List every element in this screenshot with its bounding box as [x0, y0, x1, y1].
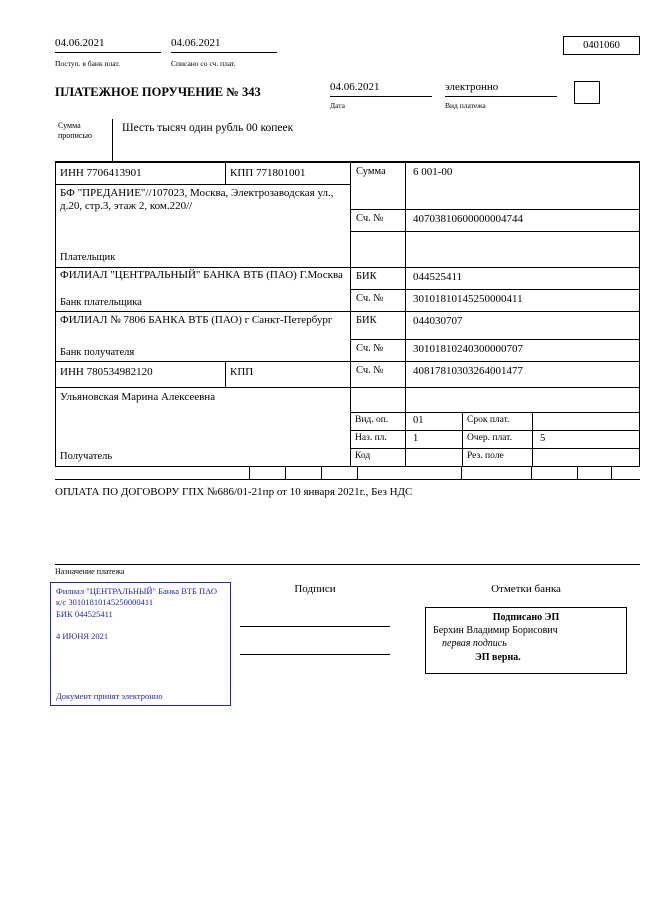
payer-bank-label: Банк плательщика [60, 296, 142, 308]
payer-cell [56, 185, 350, 268]
empty-row-1 [351, 232, 639, 268]
doc-date: 04.06.2021 [330, 81, 432, 97]
priority-label: Очер. плат. [463, 431, 533, 448]
purpose-separator-line [55, 564, 640, 565]
stamp-corr-account: к/с 30101810145250000411 [56, 597, 154, 608]
stamp-bank-name: Филиал "ЦЕНТРАЛЬНЫЙ" Банка ВТБ ПАО [56, 586, 217, 596]
ep-signature-kind: первая подпись [442, 638, 507, 650]
payer-bank-cell [56, 268, 350, 312]
payer-account-row [351, 210, 639, 232]
code-value [406, 449, 463, 466]
payer-inn-kpp-row [56, 163, 350, 185]
payee-inn-kpp-row [56, 362, 350, 388]
payee-bank-bik-row [351, 312, 639, 340]
payee-kpp: КПП [230, 366, 254, 378]
payee-bank-account-value: 30101810240300000707 [413, 343, 523, 355]
empty-row-2 [351, 388, 639, 413]
purpose-label: Назначение платежа [55, 567, 125, 576]
signature-line-2 [240, 654, 390, 655]
sum-row [351, 163, 639, 210]
payer-bank-name: ФИЛИАЛ "ЦЕНТРАЛЬНЫЙ" БАНКА ВТБ (ПАО) Г.Москва [60, 269, 343, 281]
ep-signer-name: Берхин Владимир Борисович [433, 625, 558, 637]
tax-cell [358, 467, 462, 479]
requisites-table [55, 162, 640, 467]
form-code-box: 0401060 [563, 36, 640, 55]
stamp-date: 4 ИЮНЯ 2021 [56, 631, 109, 642]
tax-cell [286, 467, 322, 479]
signatures-block [240, 583, 390, 655]
sum-value: 6 001-00 [413, 166, 453, 178]
payer-bank-account-label: Сч. № [351, 290, 406, 311]
stamp-note: Документ принят электронно [56, 690, 163, 701]
tax-cell [322, 467, 358, 479]
table-left-column [56, 163, 351, 466]
payer-bank-bik-value: 044525411 [413, 271, 463, 283]
payee-account-label: Сч. № [351, 362, 406, 387]
bank-marks-label: Отметки банка [491, 583, 561, 595]
payee-bank-name: ФИЛИАЛ № 7806 БАНКА ВТБ (ПАО) г Санкт-Петербург [60, 314, 333, 326]
payee-cell [56, 388, 350, 466]
payee-bank-label: Банк получателя [60, 346, 135, 358]
payer-bank-bik-row [351, 268, 639, 290]
payer-account-value: 40703810600000004744 [413, 213, 523, 225]
empty-label-cell [351, 388, 406, 412]
signature-line-1 [240, 626, 390, 627]
tax-cell [532, 467, 578, 479]
reserve-value [533, 449, 639, 466]
tax-cell [578, 467, 612, 479]
empty-value-cell [406, 232, 639, 267]
payer-name: БФ "ПРЕДАНИЕ"//107023, Москва, Электрозаводская ул., д.20, стр.3, этаж 2, ком.220// [60, 187, 334, 213]
code-row [351, 449, 639, 466]
payer-bank-account-row [351, 290, 639, 312]
payee-bank-account-row [351, 340, 639, 362]
tax-cell [250, 467, 286, 479]
payee-bank-cell [56, 312, 350, 362]
reserve-label: Рез. поле [463, 449, 533, 466]
ep-verified: ЭП верна. [475, 651, 521, 663]
signatures-label: Подписи [294, 583, 336, 595]
ep-signed-title: Подписано ЭП [492, 612, 560, 623]
empty-value-cell [406, 388, 639, 412]
bank-stamp [50, 582, 231, 706]
doc-date-label: Дата [330, 101, 345, 110]
tax-fields-strip [55, 467, 640, 480]
code-label: Код [351, 449, 406, 466]
priority-row [351, 431, 639, 449]
pay-term-label: Срок плат. [463, 413, 533, 430]
amount-words-label: Сумма прописью [55, 119, 113, 161]
op-kind-value: 01 [406, 413, 463, 430]
payer-bank-account-value: 30101810145250000411 [413, 293, 523, 305]
amount-words-block [55, 119, 640, 162]
payer-account-label: Сч. № [351, 210, 406, 231]
payer-label: Плательщик [60, 252, 116, 264]
payee-label: Получатель [60, 451, 113, 463]
payee-bank-account-label: Сч. № [351, 340, 406, 361]
stamp-bik: БИК 044525411 [56, 608, 113, 619]
payment-kind-code-box [574, 81, 600, 104]
debited-date: 04.06.2021 [171, 37, 277, 53]
payee-inn: ИНН 780534982120 [56, 362, 226, 387]
payer-inn: ИНН 7706413901 [56, 163, 226, 184]
doc-title: ПЛАТЕЖНОЕ ПОРУЧЕНИЕ № 343 [55, 85, 261, 99]
electronic-signature-box [425, 607, 627, 674]
amount-words-value: Шесть тысяч один рубль 00 копеек [122, 122, 294, 134]
payee-bank-bik-value: 044030707 [413, 315, 463, 327]
received-date-label: Поступ. в банк плат. [55, 59, 120, 68]
purpose-code-value: 1 [406, 431, 463, 448]
tax-cell [55, 467, 250, 479]
priority-value: 5 [540, 433, 546, 444]
payee-account-value: 40817810303264001477 [413, 365, 523, 377]
tax-cell [462, 467, 532, 479]
op-kind-label: Вид. оп. [351, 413, 406, 430]
payment-kind: электронно [445, 81, 557, 97]
empty-label-cell [351, 232, 406, 267]
payee-name: Ульяновская Марина Алексеевна [60, 391, 216, 403]
payer-kpp: КПП 771801001 [230, 167, 306, 179]
payment-kind-label: Вид платежа [445, 101, 486, 110]
pay-term-value [533, 413, 639, 430]
op-kind-row [351, 413, 639, 431]
received-date: 04.06.2021 [55, 37, 161, 53]
payee-account-row [351, 362, 639, 388]
purpose-text: ОПЛАТА ПО ДОГОВОРУ ГПХ №686/01-21пр от 10 января 2021г., Без НДС [55, 486, 413, 498]
sum-label: Сумма [351, 163, 406, 209]
debited-date-label: Списано со сч. плат. [171, 59, 236, 68]
table-right-column [351, 163, 639, 466]
payee-bank-bik-label: БИК [351, 312, 406, 339]
purpose-code-label: Наз. пл. [351, 431, 406, 448]
tax-cell [612, 467, 640, 479]
payer-bank-bik-label: БИК [351, 268, 406, 289]
